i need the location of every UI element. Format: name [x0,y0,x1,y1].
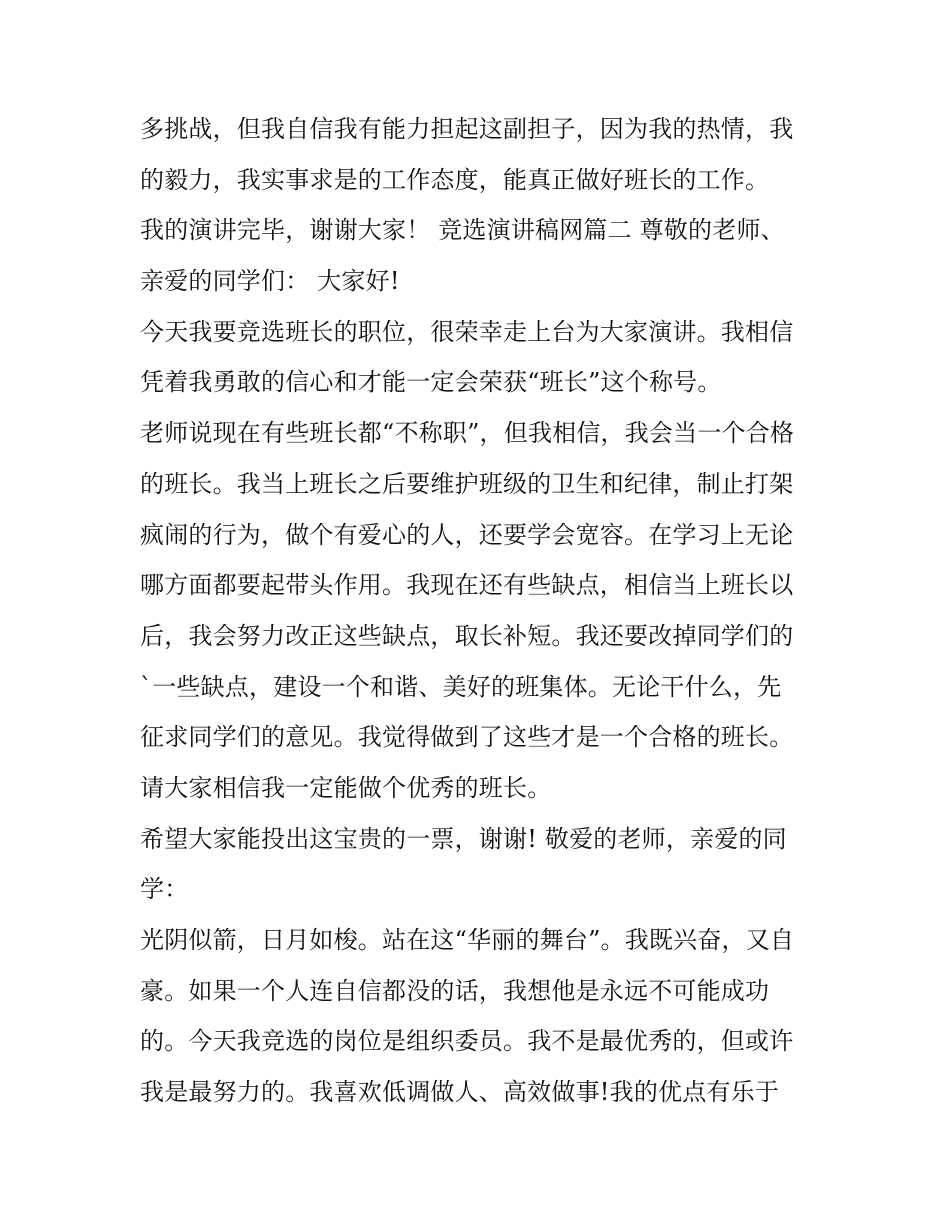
text-line: 我的演讲完毕，谢谢大家！ 竞选演讲稿网篇二 尊敬的老师、 [140,216,785,245]
document-body [140,104,830,1118]
text-line: 凭着我勇敢的信心和才能一定会荣获“班长”这个称号。 [140,368,722,397]
text-line: 我是最努力的。我喜欢低调做人、高效做事!我的优点有乐于 [140,1078,780,1107]
text-line: 豪。如果一个人连自信都没的话，我想他是永远不可能成功 [140,976,770,1005]
text-line: 后，我会努力改正这些缺点，取长补短。我还要改掉同学们的 [140,621,794,650]
text-line: 哪方面都要起带头作用。我现在还有些缺点，相信当上班长以 [140,571,794,600]
text-line: 请大家相信我一定能做个优秀的班长。 [140,773,552,802]
text-line: 老师说现在有些班长都“不称职”，但我相信，我会当一个合格 [140,419,795,448]
text-line: 希望大家能投出这宝贵的一票，谢谢! 敬爱的老师，亲爱的同 [140,824,787,853]
text-line: 学： [140,875,189,904]
text-line: 亲爱的同学们： 大家好! [140,267,400,296]
text-line: 的班长。我当上班长之后要维护班级的卫生和纪律，制止打架 [140,469,794,498]
text-line: 光阴似箭，日月如梭。站在这“华丽的舞台”。我既兴奋，又自 [140,926,795,954]
text-line: 今天我要竞选班长的职位，很荣幸走上台为大家演讲。我相信 [140,317,794,346]
text-line: `一些缺点，建设一个和谐、美好的班集体。无论干什么，先 [140,672,782,701]
text-line: 疯闹的行为，做个有爱心的人，还要学会宽容。在学习上无论 [140,520,794,549]
text-line: 多挑战，但我自信我有能力担起这副担子，因为我的热情，我 [140,115,794,143]
text-line: 的毅力，我实事求是的工作态度，能真正做好班长的工作。 [140,165,770,194]
text-line: 的。今天我竞选的岗位是组织委员。我不是最优秀的，但或许 [140,1027,794,1056]
text-line: 征求同学们的意见。我觉得做到了这些才是一个合格的班长。 [140,723,794,752]
